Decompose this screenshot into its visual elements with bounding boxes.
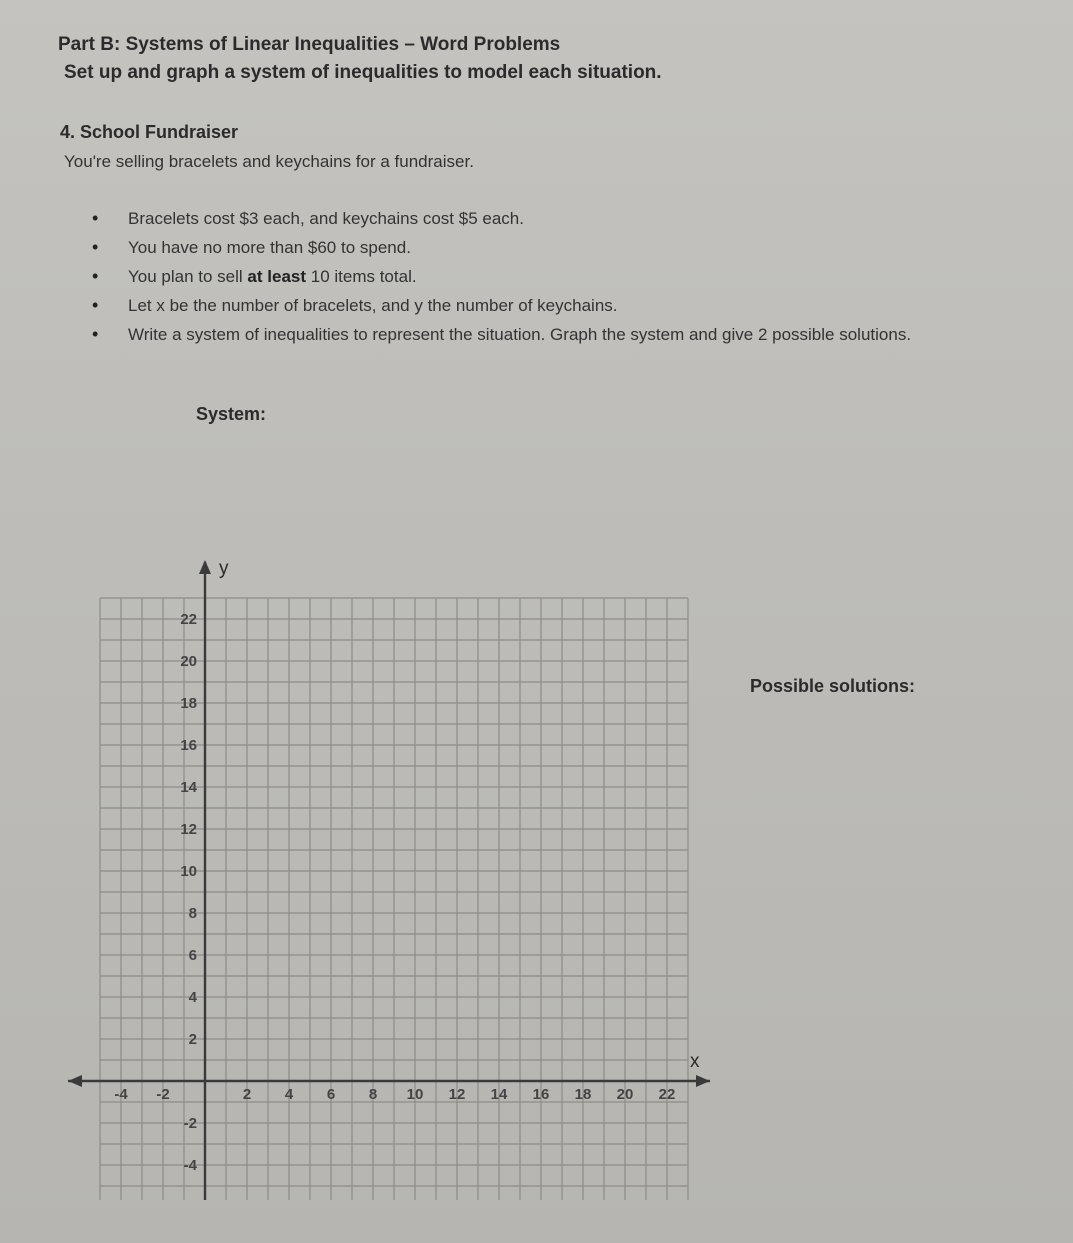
y-axis-label: y bbox=[219, 558, 229, 579]
problem-intro: You're selling bracelets and keychains for a fundraiser. bbox=[64, 152, 474, 171]
y-tick-label: 12 bbox=[180, 821, 197, 838]
x-axis-right-arrow bbox=[696, 1075, 710, 1087]
x-tick-label: 16 bbox=[532, 1086, 550, 1103]
bullet-budget: • You have no more than $60 to spend. bbox=[92, 233, 1052, 262]
system-label: System: bbox=[196, 404, 267, 424]
y-tick-label: -4 bbox=[183, 1157, 197, 1174]
x-tick-label: 2 bbox=[242, 1086, 252, 1103]
x-axis-left-arrow bbox=[68, 1075, 82, 1087]
bullet-items-before: You plan to sell bbox=[128, 267, 248, 286]
coordinate-grid[interactable] bbox=[60, 550, 720, 1200]
x-tick-label: 18 bbox=[574, 1086, 592, 1103]
x-tick-label: 22 bbox=[658, 1086, 676, 1103]
bullet-cost: • Bracelets cost $3 each, and keychains cost $5 each. bbox=[92, 204, 1052, 233]
part-title: Part B: Systems of Linear Inequalities – Word Problems bbox=[58, 34, 561, 55]
y-tick-label: 20 bbox=[180, 653, 197, 670]
bullet-task: • Write a system of inequalities to represent the situation. Graph the system and give 2 possible solutions. bbox=[92, 320, 1052, 349]
instructions: Set up and graph a system of inequalities to model each situation. bbox=[64, 62, 662, 83]
x-axis-label: x bbox=[690, 1051, 700, 1072]
y-tick-label: 2 bbox=[188, 1031, 197, 1048]
y-axis-up-arrow bbox=[199, 560, 211, 574]
x-tick-label: 4 bbox=[284, 1086, 294, 1103]
y-tick-label: 14 bbox=[180, 779, 197, 796]
x-tick-label: 14 bbox=[490, 1086, 508, 1103]
x-tick-label: 6 bbox=[326, 1086, 336, 1103]
x-tick-label: -2 bbox=[156, 1086, 170, 1103]
axes bbox=[68, 560, 710, 1200]
y-tick-label: 10 bbox=[180, 863, 197, 880]
x-tick-label: 10 bbox=[406, 1086, 424, 1103]
x-tick-label: -4 bbox=[114, 1086, 128, 1103]
grid-lines bbox=[100, 598, 688, 1200]
y-tick-label: 16 bbox=[180, 737, 197, 754]
x-tick-label: 12 bbox=[448, 1086, 466, 1103]
bullet-items-after: 10 items total. bbox=[306, 267, 417, 286]
y-tick-label: 8 bbox=[188, 905, 197, 922]
y-tick-label: -2 bbox=[183, 1115, 197, 1132]
possible-solutions-label: Possible solutions: bbox=[750, 676, 916, 696]
bullet-variables: • Let x be the number of bracelets, and y the number of keychains. bbox=[92, 291, 1052, 320]
y-tick-label: 22 bbox=[180, 611, 197, 628]
x-tick-label: 20 bbox=[616, 1086, 634, 1103]
y-tick-label: 6 bbox=[188, 947, 197, 964]
bullet-items bbox=[92, 262, 1052, 291]
bullet-items-bold: at least bbox=[247, 267, 307, 286]
y-tick-label: 18 bbox=[180, 695, 197, 712]
problem-title: 4. School Fundraiser bbox=[60, 122, 239, 142]
y-tick-label: 4 bbox=[188, 989, 197, 1006]
problem-bullets bbox=[92, 204, 1052, 349]
x-tick-label: 8 bbox=[368, 1086, 378, 1103]
